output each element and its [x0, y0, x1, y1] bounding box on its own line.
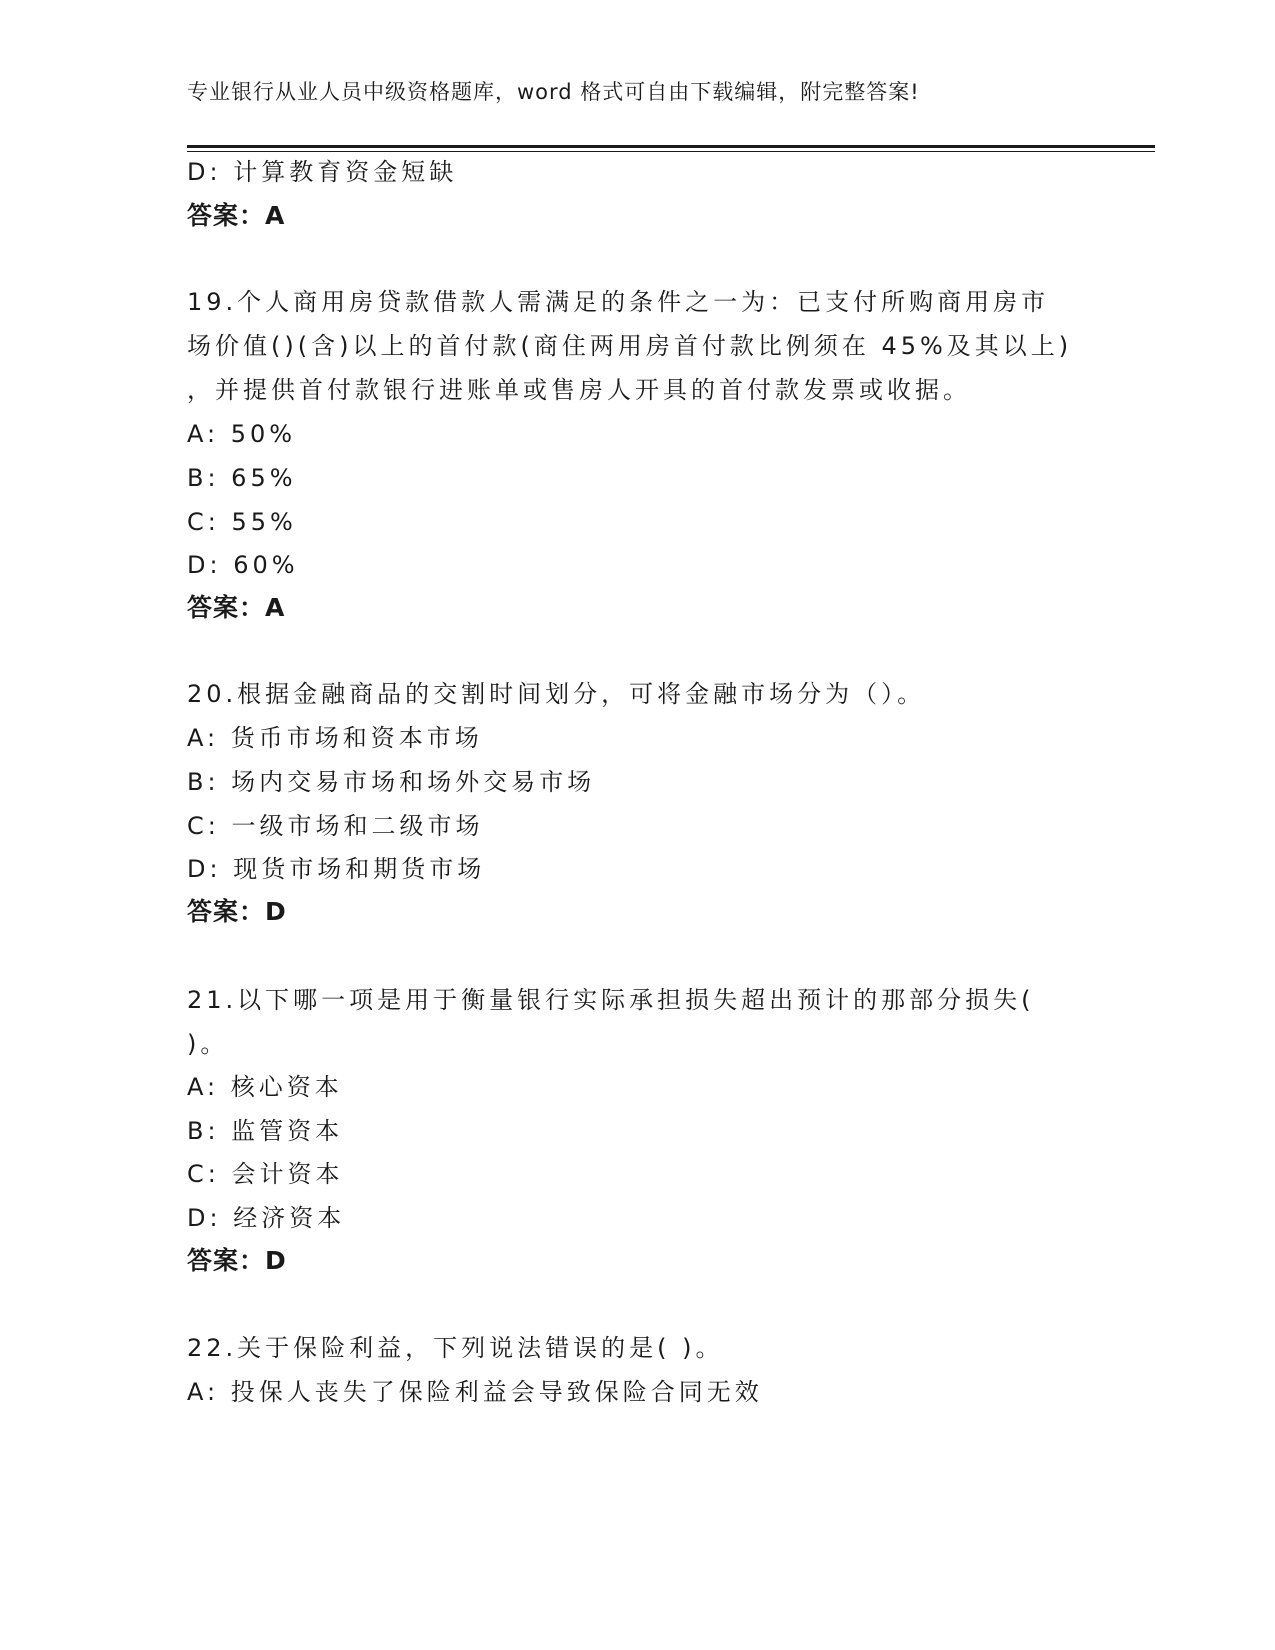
option-b: B: 场内交易市场和场外交易市场: [187, 768, 596, 796]
question-stem-line: 场价值()(含)以上的首付款(商住两用房首付款比例须在 45%及其以上): [187, 332, 1073, 360]
option-d: D: 现货市场和期货市场: [187, 855, 486, 883]
option-a: A: 货币市场和资本市场: [187, 724, 483, 752]
option-d: D: 经济资本: [187, 1204, 346, 1232]
question-stem-line: ，并提供首付款银行进账单或售房人开具的首付款发票或收据。: [187, 376, 971, 404]
answer: 答案：D: [187, 897, 287, 926]
option-a: A: 核心资本: [187, 1073, 343, 1101]
answer: 答案：A: [187, 593, 286, 622]
header-rule-thick: [187, 145, 1155, 148]
option-b: B: 65%: [187, 464, 297, 492]
header-rule-thin: [187, 151, 1155, 152]
option-a: A: 投保人丧失了保险利益会导致保险合同无效: [187, 1378, 763, 1406]
option-c: C: 会计资本: [187, 1160, 344, 1188]
question-stem-line: )。: [187, 1030, 229, 1058]
option-a: A: 50%: [187, 420, 297, 448]
question-stem-line: 19.个人商用房贷款借款人需满足的条件之一为：已支付所购商用房市: [187, 288, 1050, 316]
question-stem-line: 20.根据金融商品的交割时间划分，可将金融市场分为（）。: [187, 680, 926, 708]
option-c: C: 55%: [187, 508, 297, 536]
option-b: B: 监管资本: [187, 1117, 344, 1145]
option-c: C: 一级市场和二级市场: [187, 812, 484, 840]
page-header: 专业银行从业人员中级资格题库，word 格式可自由下载编辑，附完整答案!: [187, 80, 920, 104]
question-stem-line: 21.以下哪一项是用于衡量银行实际承担损失超出预计的那部分损失(: [187, 986, 1035, 1014]
question-stem-line: 22.关于保险利益，下列说法错误的是( )。: [187, 1334, 724, 1362]
answer: 答案：D: [187, 1246, 287, 1275]
prev-option-d: D: 计算教育资金短缺: [187, 158, 458, 186]
prev-answer: 答案：A: [187, 201, 286, 230]
option-d: D: 60%: [187, 551, 299, 579]
